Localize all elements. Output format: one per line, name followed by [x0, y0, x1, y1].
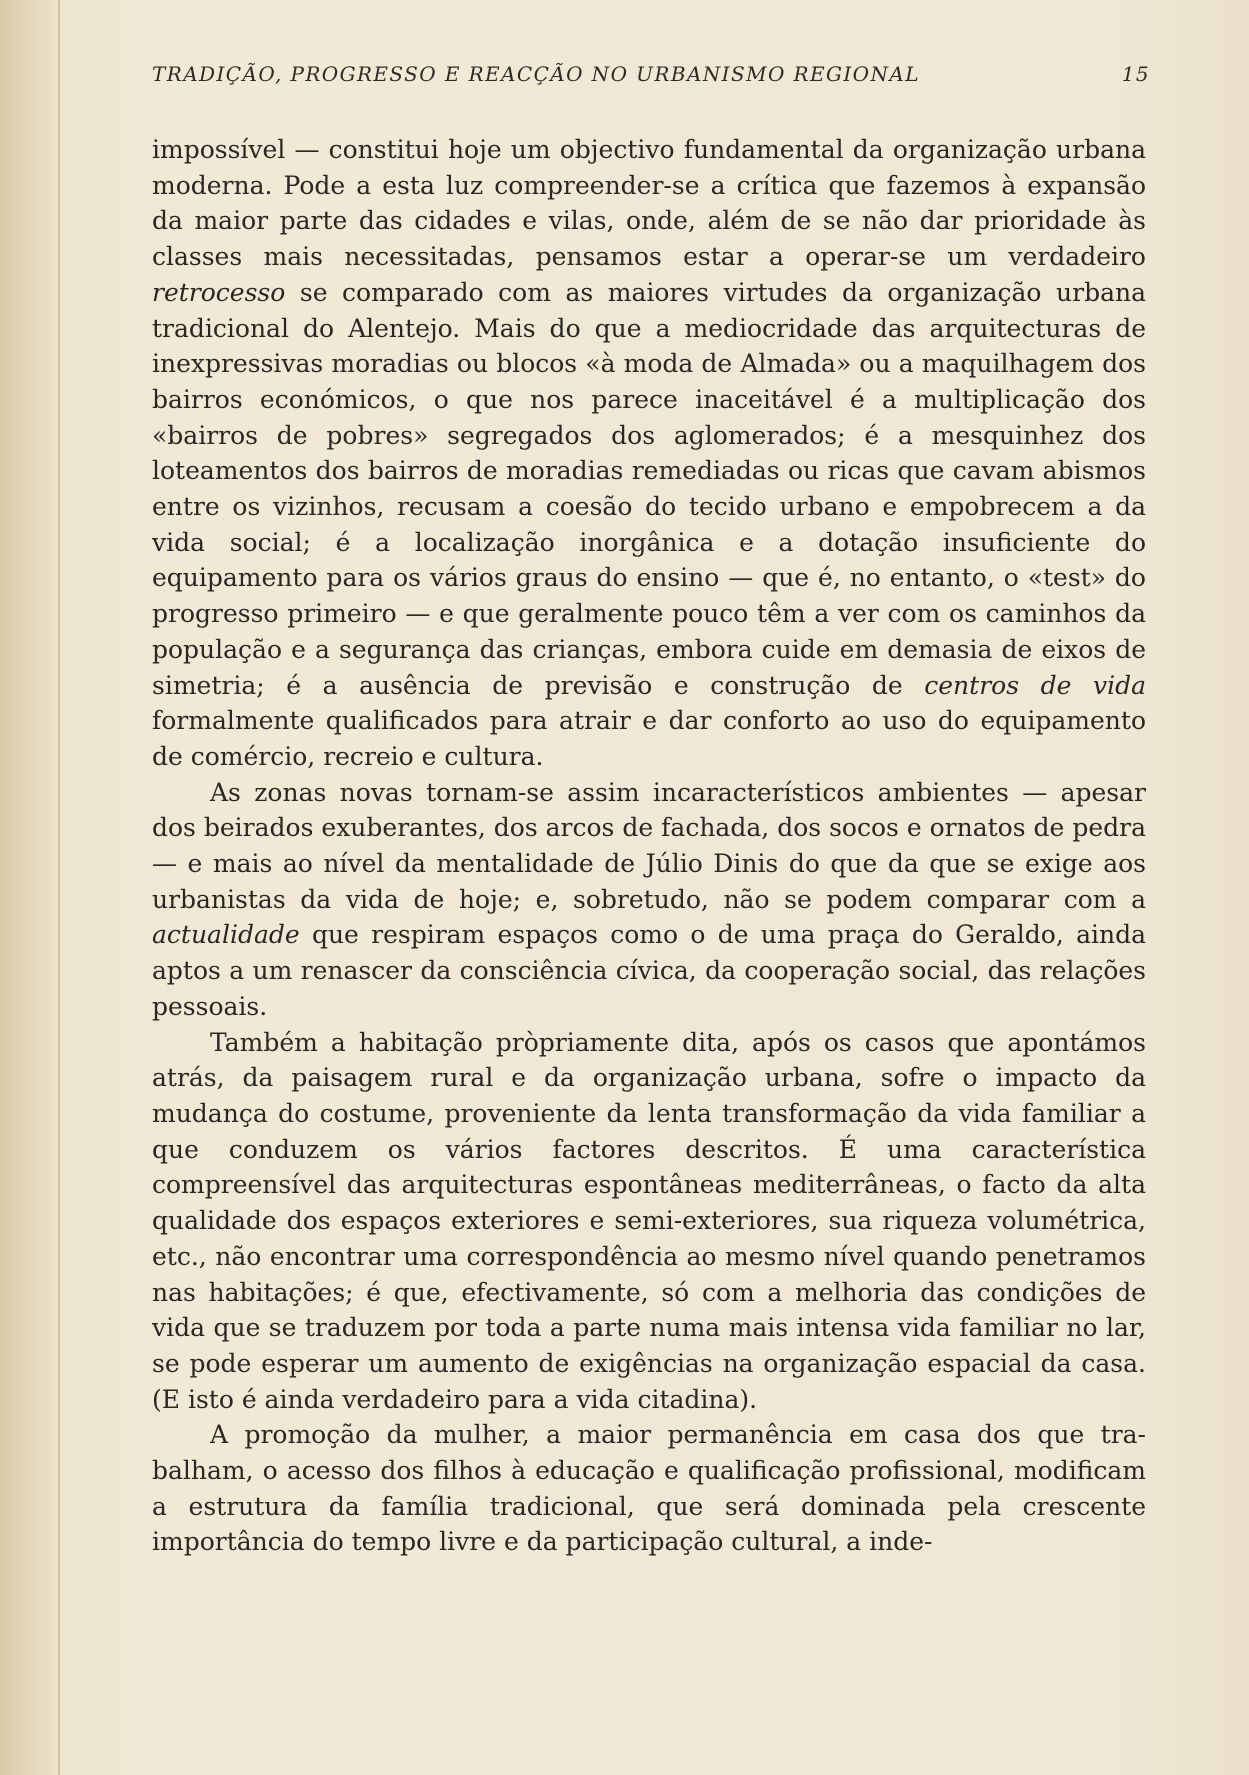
paragraph-4: [152, 1417, 1146, 1560]
text-run: As zonas novas tornam-se assim incaracterísticos ambientes — apesar dos beirados exuberantes, dos arcos de fachada, dos socos e ornatos de pedra — e mais ao nível da mentalidade de Júlio Dinis do que da que se exige aos urbanistas da vida de hoje; e, sobretudo, não se podem comparar com a: [152, 777, 1146, 914]
running-header: [152, 58, 1150, 94]
paragraph-1: [152, 132, 1146, 775]
text-run: se comparado com as maiores virtudes da organização urbana tradicional do Alentejo. Mais do que a mediocridade das arquitecturas de inexpressivas moradias ou blocos «à moda de Almada» ou a maquilhagem dos bairros económicos, o que nos parece inaceitável é a multiplicação dos «bairros de pobres» segregados dos aglomerados; é a mesquinhez dos loteamentos dos bairros de moradias remediadas ou ricas que cavam abismos entre os vizinhos, recusam a coesão do tecido urbano e empobrecem a da vida social; é a localização inorgânica e a dotação insuficiente do equipamento para os vários graus do ensino — que é, no entanto, o «test» do progresso primeiro — e que geralmente pouco têm a ver com os caminhos da população e a segurança das crianças, embora cuide em demasia de eixos de simetria; é a ausência de previsão e construção de: [152, 277, 1146, 700]
spine-edge: [58, 0, 60, 1775]
italic-term-centros-de-vida: centros de vida: [924, 670, 1147, 700]
text-run: A promoção da mulher, a maior permanência em casa dos que trabalham, o acesso dos filhos à educação e qualificação profissional, modificam a estrutura da família tradicional, que será dominada pela crescente importância do tempo livre e da participação cultural, a inde-: [152, 1420, 1146, 1557]
page-number: 15: [1121, 62, 1150, 86]
text-run: que respiram espaços como o de uma praça do Geraldo, ainda aptos a um renascer da consciência cívica, da cooperação social, das relações pessoais.: [152, 920, 1146, 1021]
text-run: Também a habitação pròpriamente dita, após os casos que apontámos atrás, da paisagem rural e da organização urbana, sofre o impacto da mudança do costume, proveniente da lenta transformação da vida familiar a que conduzem os vários factores descritos. É uma característica compreensível das arquitecturas espontâneas mediterrâneas, o facto da alta qualidade dos espaços exteriores e semi-exteriores, sua riqueza volumétrica, etc., não encontrar uma correspondência ao mesmo nível quando penetramos nas habitações; é que, efectivamente, só com a melhoria das condições de vida que se traduzem por toda a parte numa mais intensa vida familiar no lar, se pode esperar um aumento de exigências na organização espacial da casa. (E isto é ainda verdadeiro para a vida citadina).: [152, 1027, 1146, 1414]
spine-shadow: [0, 0, 62, 1775]
italic-term-retrocesso: retrocesso: [152, 277, 286, 307]
paragraph-2: [152, 775, 1146, 1025]
body-text: [152, 132, 1146, 1560]
text-run: impossível — constitui hoje um objectivo fundamental da organização urbana moderna. Pode a esta luz compreender-se a crítica que fazemos à expansão da maior parte das cidades e vilas, onde, além de se não dar prioridade às classes mais necessitadas, pensamos estar a operar-se um verdadeiro: [152, 135, 1146, 272]
text-run: formalmente qualificados para atrair e dar conforto ao uso do equipamento de comércio, recreio e cultura.: [152, 706, 1146, 771]
paragraph-3: [152, 1025, 1146, 1418]
italic-term-actualidade: actualidade: [152, 920, 300, 950]
running-title: TRADIÇÃO, PROGRESSO E REACÇÃO NO URBANISMO REGIONAL: [152, 62, 920, 86]
